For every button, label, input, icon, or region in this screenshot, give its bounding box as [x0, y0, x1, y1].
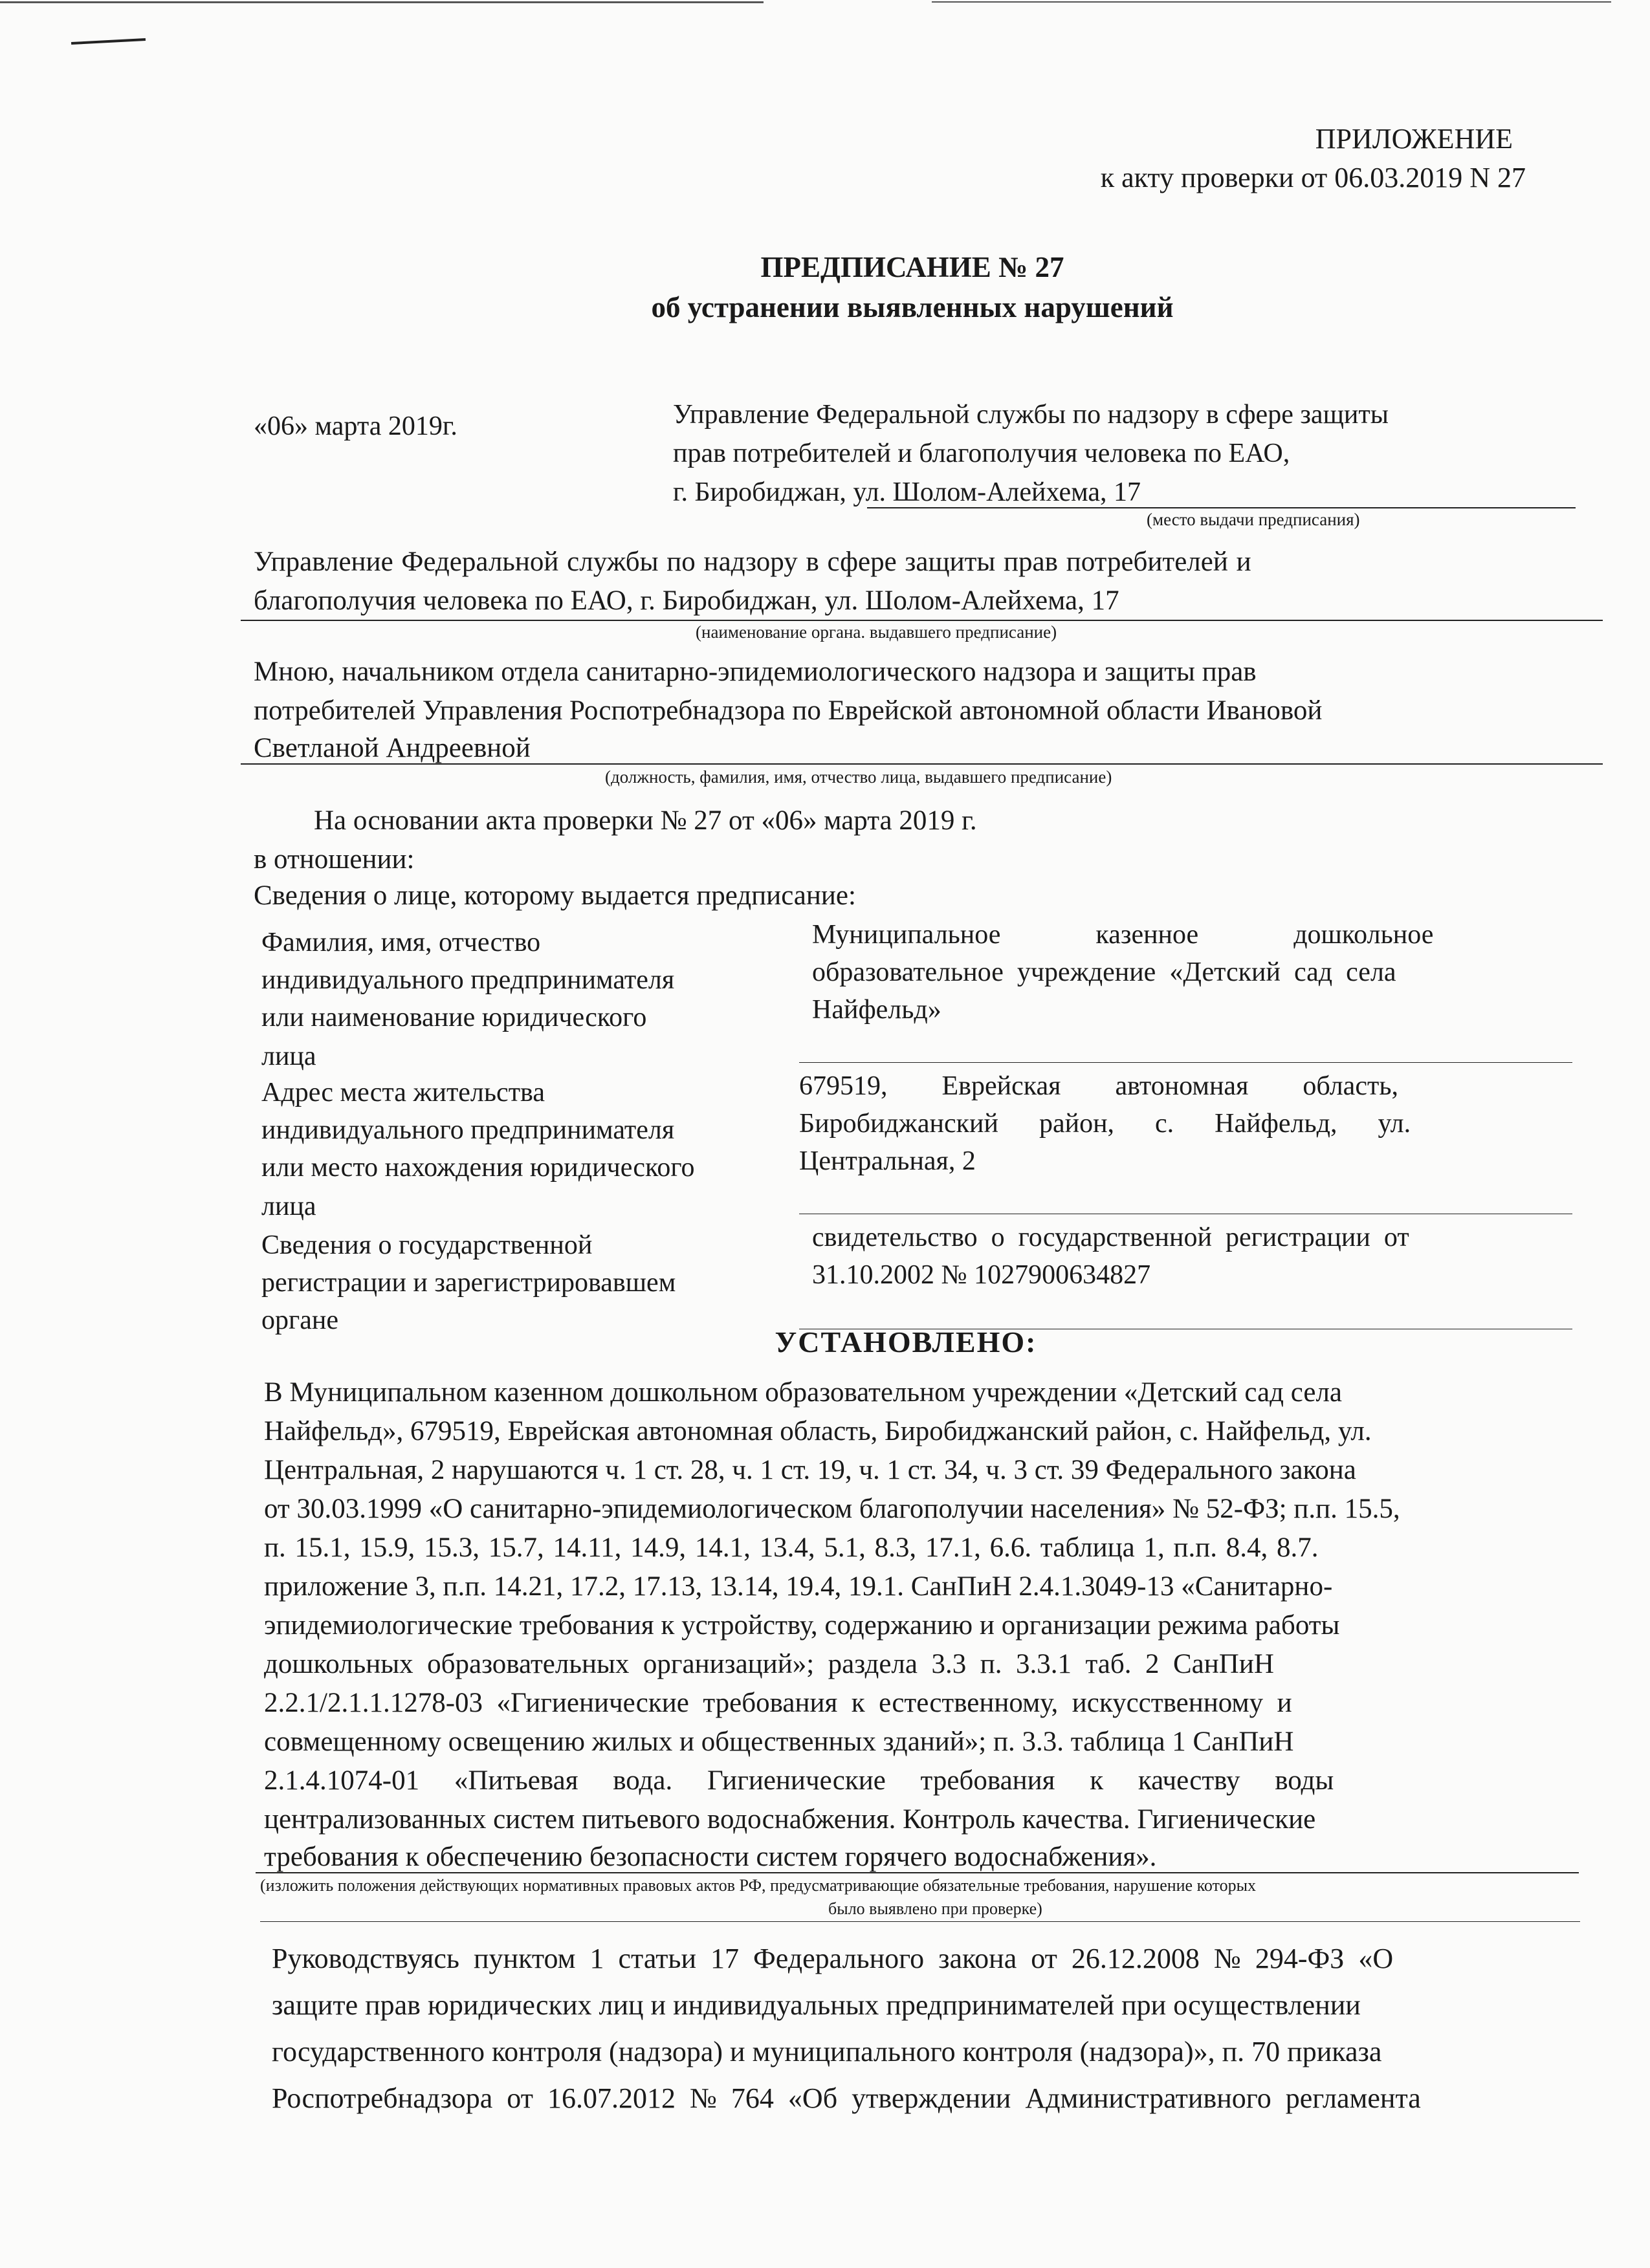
table-row-3-value-2: 31.10.2002 № 1027900634827 — [812, 1260, 1151, 1290]
table-row-3-label-1: Сведения о государственной — [261, 1230, 593, 1260]
basis-line-2: в отношении: — [254, 844, 415, 875]
basis-line-3: Сведения о лице, которому выдается предписание: — [254, 880, 856, 911]
table-row-1-label-2: индивидуального предпринимателя — [261, 965, 675, 995]
table-row-1-label-4: лица — [261, 1041, 316, 1071]
established-line-13: требования к обеспечению безопасности систем горячего водоснабжения». — [264, 1842, 1157, 1872]
guided-line-4: Роспотребнадзора от 16.07.2012 № 764 «Об утверждении Административного регламента — [272, 2082, 1421, 2114]
table-row-3-value-1: свидетельство о государственной регистрации от — [812, 1223, 1409, 1252]
established-line-4: от 30.03.1999 «О санитарно-эпидемиологическом благополучии населения» № 52-ФЗ; п.п. 15.5, — [264, 1494, 1400, 1524]
established-line-7: эпидемиологические требования к устройству, содержанию и организации режима работы — [264, 1610, 1340, 1641]
document-title: ПРЕДПИСАНИЕ № 27 — [760, 251, 1064, 283]
scan-mark — [71, 38, 146, 45]
official-line-1: Мною, начальником отдела санитарно-эпидемиологического надзора и защиты прав — [254, 657, 1257, 687]
established-line-5: п. 15.1, 15.9, 15.3, 15.7, 14.11, 14.9, 14.1, 13.4, 5.1, 8.3, 17.1, 6.6. таблица 1, п.п. 8.4, 8.7. — [264, 1532, 1319, 1563]
established-line-9: 2.2.1/2.1.1.1278-03 «Гигиенические требования к естественному, искусственному и — [264, 1688, 1292, 1718]
established-line-6: приложение 3, п.п. 14.21, 17.2, 17.13, 13.14, 19.4, 19.1. СанПиН 2.4.1.3049-13 «Санитарно- — [264, 1571, 1333, 1602]
established-line-3: Центральная, 2 нарушаются ч. 1 ст. 28, ч. 1 ст. 19, ч. 1 ст. 34, ч. 3 ст. 39 Федерального закона — [264, 1455, 1356, 1485]
authority-line-1: Управление Федеральной службы по надзору в сфере защиты прав потребителей и — [254, 547, 1251, 577]
table-row-2-label-1: Адрес места жительства — [261, 1078, 545, 1107]
official-underline — [241, 763, 1603, 765]
established-line-2: Найфельд», 679519, Еврейская автономная область, Биробиджанский район, с. Найфельд, ул. — [264, 1416, 1372, 1446]
table-row-2-value-2: Биробиджанский район, с. Найфельд, ул. — [799, 1109, 1411, 1139]
caption-underline — [260, 1921, 1580, 1922]
table-row-1-value-3: Найфельд» — [812, 995, 941, 1025]
authority-line-2: благополучия человека по ЕАО, г. Биробиджан, ул. Шолом-Алейхема, 17 — [254, 585, 1119, 616]
issue-place-line-2: прав потребителей и благополучия человека по ЕАО, — [673, 439, 1290, 468]
table-row-3-label-2: регистрации и зарегистрировавшем — [261, 1268, 676, 1298]
established-heading: УСТАНОВЛЕНО: — [775, 1325, 1037, 1358]
issue-place-caption: (место выдачи предписания) — [1147, 510, 1360, 529]
established-line-12: централизованных систем питьевого водоснабжения. Контроль качества. Гигиенические — [264, 1804, 1316, 1835]
table-row-1-value-1: Муниципальное казенное дошкольное — [812, 920, 1434, 950]
table-row-2-label-4: лица — [261, 1192, 316, 1221]
table-row-2-value-3: Центральная, 2 — [799, 1146, 976, 1176]
table-row-3-label-3: органе — [261, 1305, 338, 1335]
guided-line-2: защите прав юридических лиц и индивидуальных предпринимателей при осуществлении — [272, 1989, 1361, 2021]
document-subtitle: об устранении выявленных нарушений — [651, 291, 1174, 323]
issue-place-line-1: Управление Федеральной службы по надзору в сфере защиты — [673, 400, 1389, 430]
established-line-10: совмещенному освещению жилых и общественных зданий»; п. 3.3. таблица 1 СанПиН — [264, 1727, 1294, 1757]
guided-line-1: Руководствуясь пунктом 1 статьи 17 Федерального закона от 26.12.2008 № 294-ФЗ «О — [272, 1943, 1394, 1974]
scan-edge-line — [932, 1, 1611, 3]
table-row-2-label-3: или место нахождения юридического — [261, 1153, 695, 1183]
established-caption-1: (изложить положения действующих нормативных правовых актов РФ, предусматривающие обязательные требования, нарушение которых — [260, 1876, 1257, 1895]
scan-edge-line — [0, 1, 764, 3]
authority-caption: (наименование органа. выдавшего предписание) — [696, 622, 1057, 642]
established-line-8: дошкольных образовательных организаций»; раздела 3.3 п. 3.3.1 таб. 2 СанПиН — [264, 1649, 1274, 1679]
established-caption-2: было выявлено при проверке) — [828, 1899, 1042, 1918]
table-row-1-underline — [799, 1062, 1572, 1063]
official-line-2: потребителей Управления Роспотребнадзора по Еврейской автономной области Ивановой — [254, 695, 1323, 726]
established-line-11: 2.1.4.1074-01 «Питьевая вода. Гигиенические требования к качеству воды — [264, 1765, 1334, 1796]
official-line-3: Светланой Андреевной — [254, 733, 531, 763]
established-underline — [256, 1872, 1579, 1873]
table-row-2-value-1: 679519, Еврейская автономная область, — [799, 1071, 1398, 1101]
established-line-1: В Муниципальном казенном дошкольном образовательном учреждении «Детский сад села — [264, 1377, 1342, 1408]
act-reference: к акту проверки от 06.03.2019 N 27 — [1100, 162, 1526, 193]
guided-line-3: государственного контроля (надзора) и муниципального контроля (надзора)», п. 70 приказа — [272, 2036, 1382, 2067]
issue-place-line-3: г. Биробиджан, ул. Шолом-Алейхема, 17 — [673, 477, 1141, 507]
basis-line-1: На основании акта проверки № 27 от «06» марта 2019 г. — [314, 805, 977, 836]
appendix-label: ПРИЛОЖЕНИЕ — [1315, 123, 1513, 155]
table-row-2-label-2: индивидуального предпринимателя — [261, 1115, 675, 1145]
official-caption: (должность, фамилия, имя, отчество лица, выдавшего предписание) — [605, 767, 1112, 787]
table-row-1-value-2: образовательное учреждение «Детский сад села — [812, 957, 1396, 987]
issue-date: «06» марта 2019г. — [254, 411, 457, 441]
table-row-1-label-1: Фамилия, имя, отчество — [261, 928, 541, 957]
table-row-1-label-3: или наименование юридического — [261, 1003, 647, 1032]
